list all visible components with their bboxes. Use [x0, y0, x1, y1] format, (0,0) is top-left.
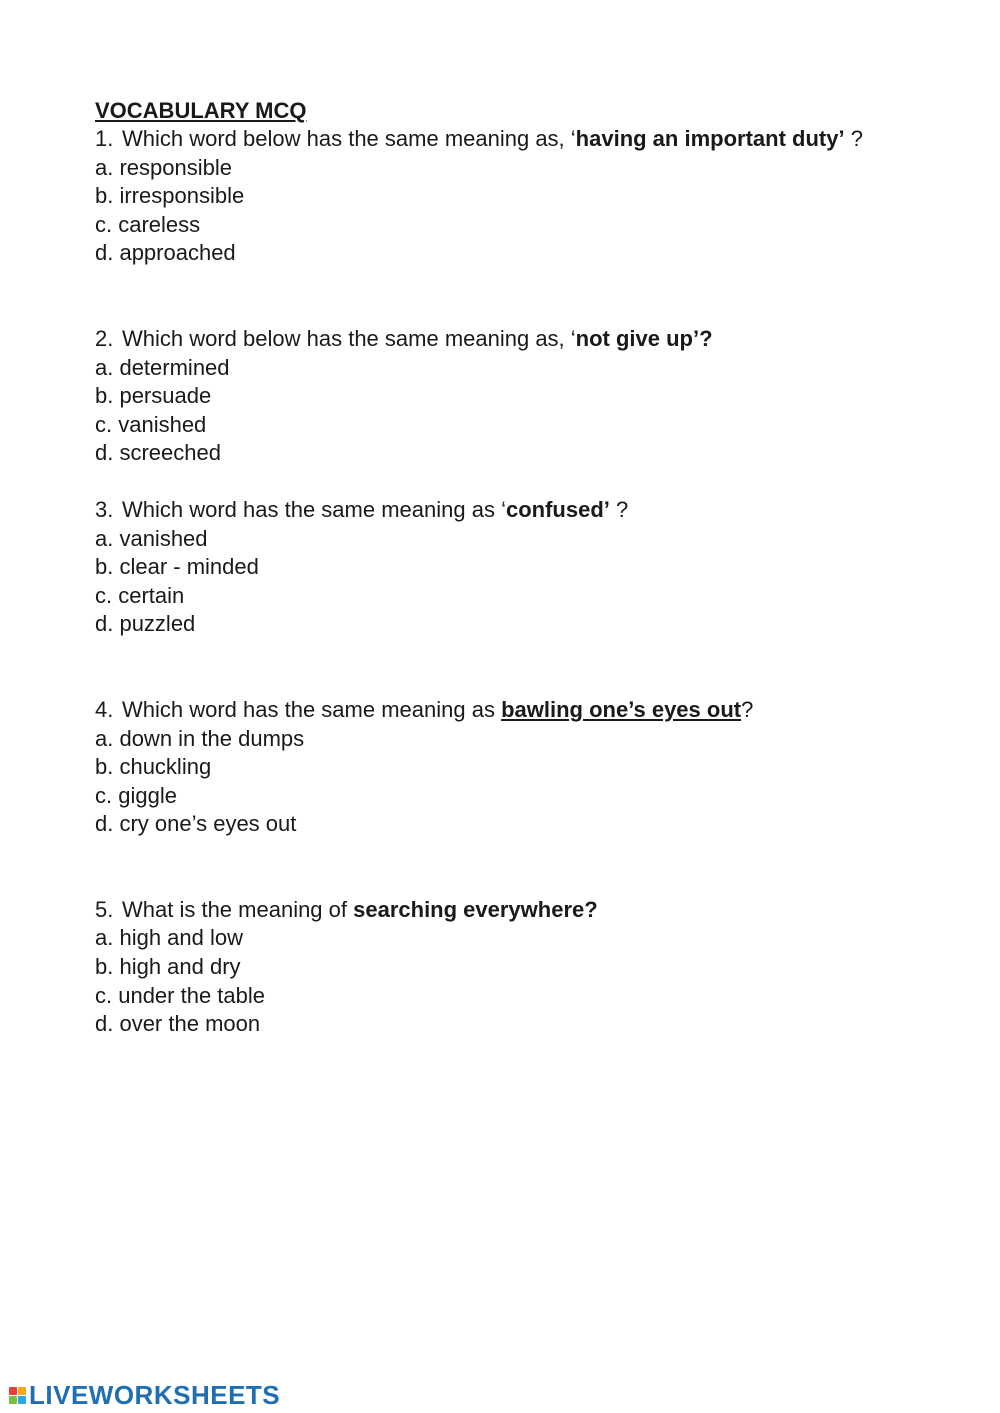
question-number: 2. [95, 325, 114, 351]
question-suffix: ? [741, 696, 754, 722]
logo-tile [9, 1396, 17, 1404]
option-d: d. screeched [95, 440, 221, 466]
option-a: a. down in the dumps [95, 725, 305, 751]
question-number: 5. [95, 896, 114, 922]
question-4 [95, 696, 915, 839]
question-number: 4. [95, 696, 114, 722]
question-2 [95, 325, 915, 468]
question-5 [95, 896, 915, 1039]
option-b: b. chuckling [95, 754, 212, 780]
question-text: What is the meaning of [122, 896, 354, 922]
option-b: b. clear - minded [95, 554, 259, 580]
liveworksheets-footer [9, 1380, 280, 1410]
option-d: d. puzzled [95, 611, 196, 637]
option-d: d. approached [95, 240, 236, 266]
question-suffix: ? [609, 496, 629, 522]
option-c: c. vanished [95, 411, 207, 437]
worksheet-title: VOCABULARY MCQ [95, 98, 307, 123]
question-text: Which word below has the same meaning as, ‘ [122, 325, 576, 351]
question-text: Which word below has the same meaning as, ‘ [122, 126, 576, 151]
option-c: c. certain [95, 582, 185, 608]
option-c: c. careless [95, 211, 201, 237]
option-c: c. under the table [95, 982, 266, 1008]
question-key-phrase: confused’ [505, 496, 610, 522]
question-3 [95, 496, 915, 639]
option-d: d. over the moon [95, 1011, 261, 1037]
option-c: c. giggle [95, 782, 177, 808]
question-key-phrase: searching everywhere? [353, 896, 598, 922]
logo-tile [18, 1396, 26, 1404]
option-a: a. determined [95, 354, 230, 380]
logo-tile [9, 1387, 17, 1395]
logo-tile [18, 1387, 26, 1395]
question-text: Which word has the same meaning as ‘ [122, 496, 506, 522]
question-key-phrase: having an important duty’ [575, 126, 845, 151]
question-suffix: ? [844, 126, 863, 151]
option-b: b. high and dry [95, 954, 241, 980]
option-a: a. responsible [95, 154, 232, 180]
worksheet [95, 97, 915, 1039]
option-a: a. high and low [95, 925, 243, 951]
question-text: Which word has the same meaning as [122, 696, 502, 722]
option-b: b. persuade [95, 383, 212, 409]
liveworksheets-logo-icon [9, 1387, 26, 1404]
option-d: d. cry one’s eyes out [95, 811, 297, 837]
question-key-phrase: bawling one’s eyes out [501, 696, 742, 722]
question-number: 1. [95, 126, 114, 151]
option-a: a. vanished [95, 525, 208, 551]
question-1 [95, 125, 915, 268]
question-key-phrase: not give up’? [575, 325, 713, 351]
question-number: 3. [95, 496, 114, 522]
liveworksheets-logo-text: LIVEWORKSHEETS [29, 1379, 281, 1410]
option-b: b. irresponsible [95, 183, 245, 209]
